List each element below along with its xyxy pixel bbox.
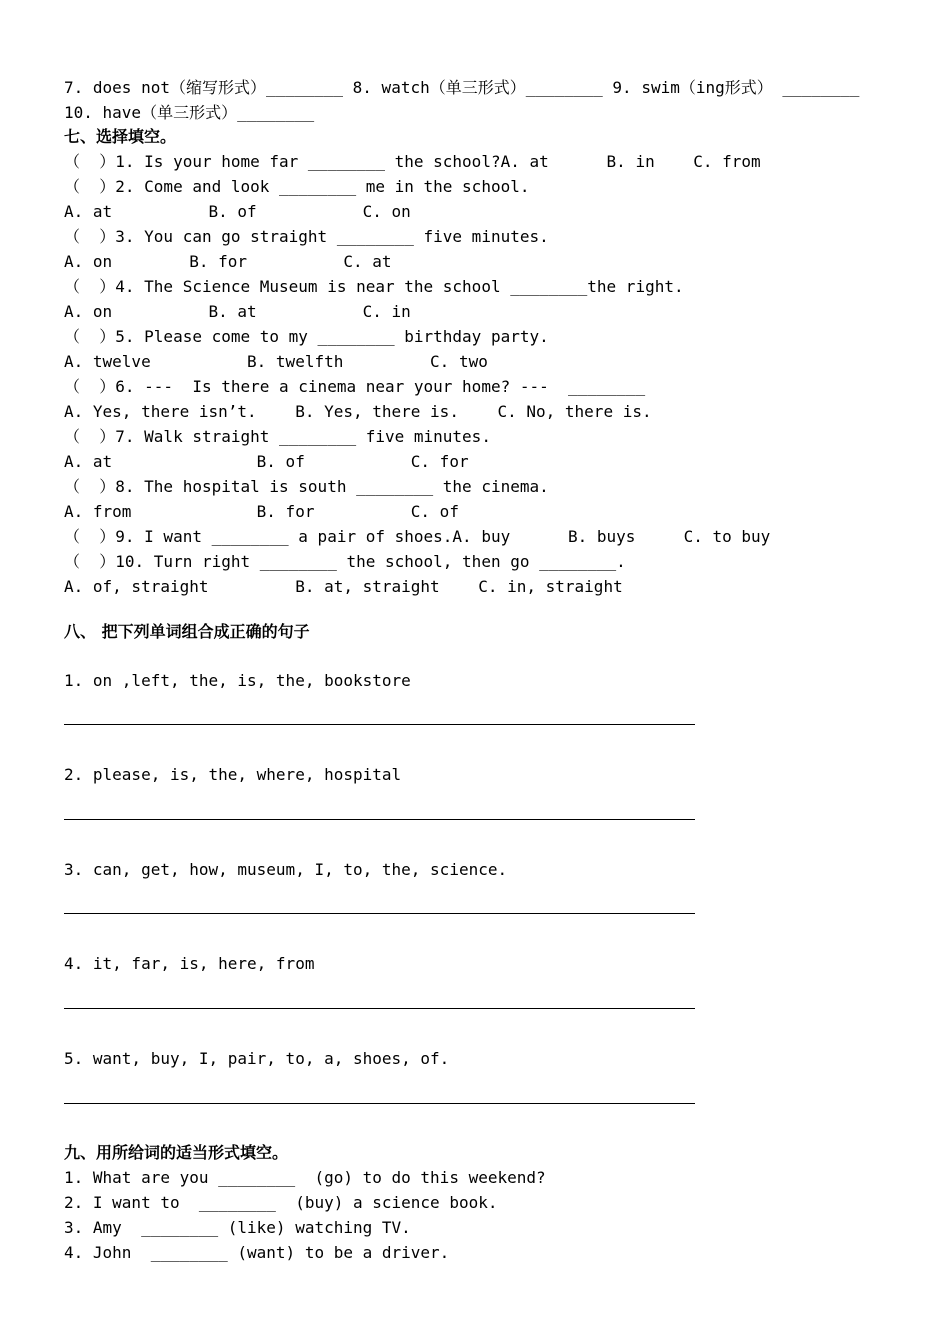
word-list-item: 5. want, buy, I, pair, to, a, shoes, of. — [64, 1049, 450, 1068]
options-line: A. Yes, there isn’t. B. Yes, there is. C. No, there is. — [64, 402, 652, 421]
answer-line[interactable] — [64, 913, 695, 914]
answer-line[interactable] — [64, 819, 695, 820]
question-line: （ ）9. I want ________ a pair of shoes.A. buy B. buys C. to buy — [64, 527, 771, 546]
fill-in-line: 2. I want to ________ (buy) a science book. — [64, 1193, 498, 1212]
answer-line[interactable] — [64, 1103, 695, 1104]
question-line: （ ）5. Please come to my ________ birthday party. — [64, 327, 549, 346]
section-8-heading: 八、 把下列单词组合成正确的句子 — [64, 622, 310, 641]
word-list-item: 1. on ,left, the, is, the, bookstore — [64, 671, 411, 690]
part6-row-2: 10. have（单三形式）________ — [64, 103, 315, 122]
options-line: A. from B. for C. of — [64, 502, 459, 521]
options-line: A. twelve B. twelfth C. two — [64, 352, 488, 371]
word-list-item: 3. can, get, how, museum, I, to, the, science. — [64, 860, 508, 879]
question-line: （ ）4. The Science Museum is near the school ________the right. — [64, 277, 684, 296]
part6-row-1: 7. does not（缩写形式）________ 8. watch（单三形式）________ 9. swim（ing形式） ________ — [64, 78, 860, 97]
question-line: （ ）6. --- Is there a cinema near your home? --- ________ — [64, 377, 646, 396]
section-7-heading: 七、选择填空。 — [64, 127, 177, 146]
answer-line[interactable] — [64, 724, 695, 725]
options-line: A. on B. at C. in — [64, 302, 411, 321]
question-line: （ ）8. The hospital is south ________ the cinema. — [64, 477, 549, 496]
answer-line[interactable] — [64, 1008, 695, 1009]
options-line: A. at B. of C. for — [64, 452, 469, 471]
options-line: A. at B. of C. on — [64, 202, 411, 221]
question-line: （ ）1. Is your home far ________ the school?A. at B. in C. from — [64, 152, 761, 171]
fill-in-line: 1. What are you ________ (go) to do this weekend? — [64, 1168, 546, 1187]
question-line: （ ）2. Come and look ________ me in the school. — [64, 177, 530, 196]
word-list-item: 2. please, is, the, where, hospital — [64, 765, 402, 784]
question-line: （ ）3. You can go straight ________ five minutes. — [64, 227, 549, 246]
options-line: A. of, straight B. at, straight C. in, straight — [64, 577, 623, 596]
options-line: A. on B. for C. at — [64, 252, 392, 271]
fill-in-line: 3. Amy ________ (like) watching TV. — [64, 1218, 411, 1237]
fill-in-line: 4. John ________ (want) to be a driver. — [64, 1243, 450, 1262]
question-line: （ ）7. Walk straight ________ five minutes. — [64, 427, 491, 446]
word-list-item: 4. it, far, is, here, from — [64, 954, 315, 973]
question-line: （ ）10. Turn right ________ the school, then go ________. — [64, 552, 626, 571]
section-9-heading: 九、用所给词的适当形式填空。 — [64, 1143, 289, 1162]
